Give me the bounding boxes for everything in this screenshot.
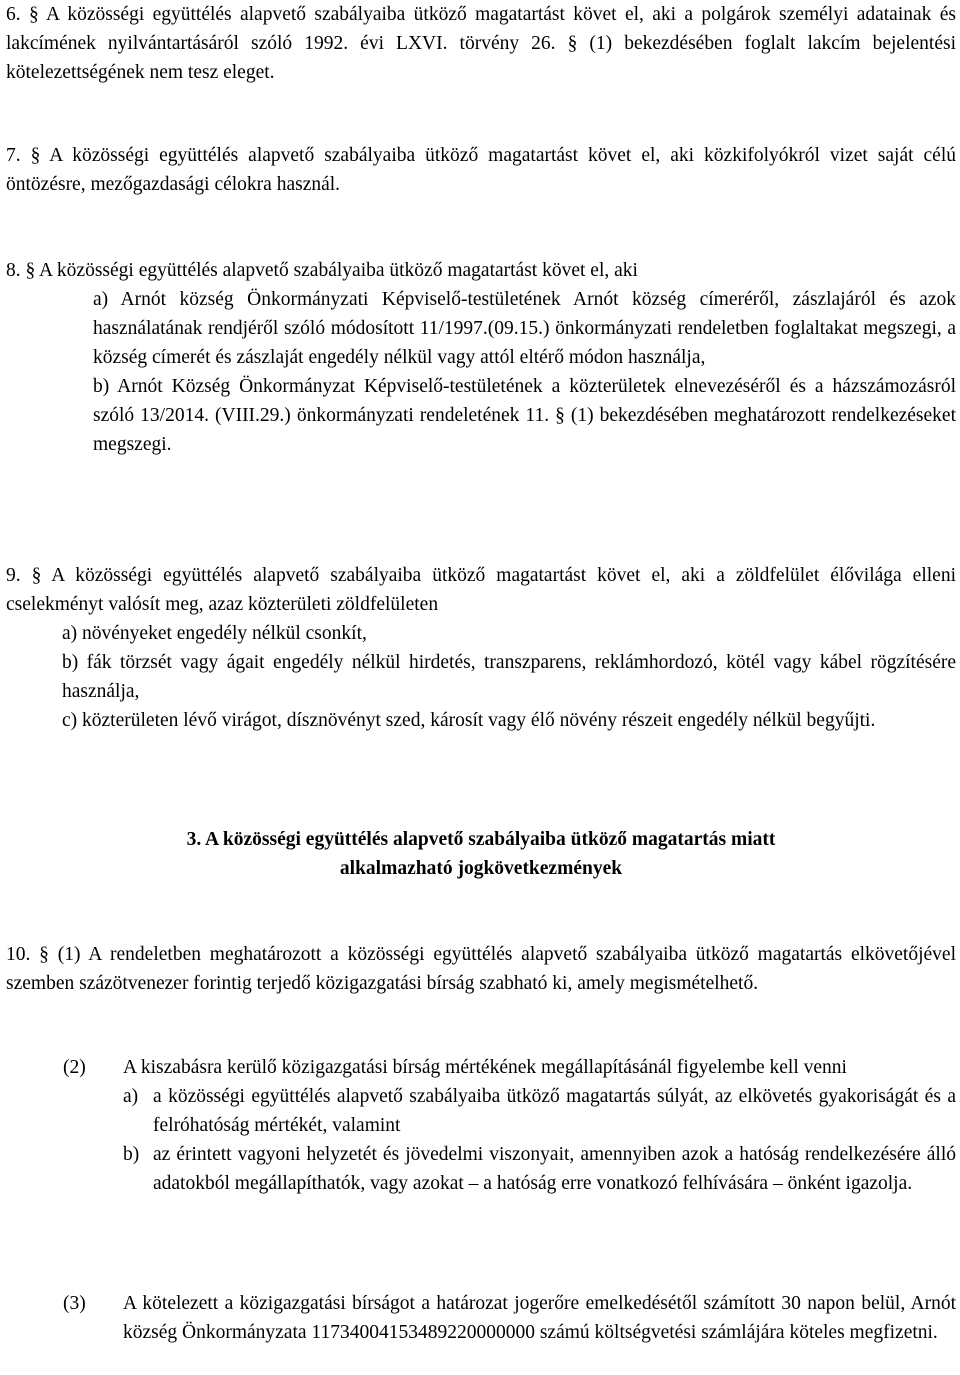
paragraph-10-2-body xyxy=(123,1053,956,1198)
paragraph-10-3-number: (3) xyxy=(63,1293,86,1314)
section-3-heading-line1: 3. A közösségi együttélés alapvető szabályaiba ütköző magatartás miatt xyxy=(186,829,776,850)
paragraph-10-2-number: (2) xyxy=(63,1057,86,1078)
paragraph-10-2-item-a-label: a) xyxy=(123,1086,139,1107)
paragraph-9-item-c: c) közterületen lévő virágot, dísznövényt szed, károsít vagy élő növény részeit engedély nélkül begyűjti. xyxy=(62,710,876,731)
paragraph-9-intro: 9. § A közösségi együttélés alapvető szabályaiba ütköző magatartást követ el, aki a zöldfelület élővilága elleni cselekményt valósít meg, azaz közterületi zöldfelületen xyxy=(6,565,956,615)
paragraph-10-2-item-a-text: a közösségi együttélés alapvető szabályaiba ütköző magatartás súlyát, az elkövetés gyakoriságát és a felróhatóság mértékét, valamint xyxy=(153,1086,956,1136)
paragraph-8 xyxy=(6,256,956,459)
paragraph-9-item-a: a) növényeket engedély nélkül csonkít, xyxy=(62,623,367,644)
section-3-heading xyxy=(6,825,956,883)
paragraph-6: 6. § A közösségi együttélés alapvető szabályaiba ütköző magatartást követ el, aki a polgárok személyi adatainak és lakcímének nyilvántartásáról szóló 1992. évi LXVI. törvény 26. § (1) bekezdésében foglalt lakcím bejelentési kötelezettségének nem tesz eleget. xyxy=(6,4,956,83)
paragraph-10-2-intro: A kiszabásra kerülő közigazgatási bírság mértékének megállapításánál figyelembe kell venni xyxy=(123,1057,847,1078)
paragraph-10-2-item-b-label: b) xyxy=(123,1144,140,1165)
paragraph-8-intro: 8. § A közösségi együttélés alapvető szabályaiba ütköző magatartást követ el, aki xyxy=(6,260,638,281)
paragraph-10-2 xyxy=(6,1053,956,1198)
paragraph-10-1: 10. § (1) A rendeletben meghatározott a közösségi együttélés alapvető szabályaiba ütköző magatartás elkövetőjével szemben százötvenezer forintig terjedő közigazgatási bírság szabható ki, amely megismételhető. xyxy=(6,944,956,994)
paragraph-9-item-b: b) fák törzsét vagy ágait engedély nélkül hirdetés, transzparens, reklámhordozó, kötél vagy kábel rögzítésére használja, xyxy=(62,652,956,702)
paragraph-10-2-item-a xyxy=(123,1082,956,1140)
paragraph-8-item-a: a) Arnót község Önkormányzati Képviselő-testületének Arnót község címeréről, zászlajáról és azok használatának rendjéről szóló módosított 11/1997.(09.15.) önkormányzati rendeletben foglaltakat megszegi, a község címerét és zászlaját engedély nélkül vagy attól eltérő módon használja, xyxy=(93,289,956,368)
section-3-heading-line2: alkalmazható jogkövetkezmények xyxy=(339,858,623,879)
paragraph-10-3-text: A kötelezett a közigazgatási bírságot a határozat jogerőre emelkedésétől számított 30 napon belül, Arnót község Önkormányzata 11734004153489220000000 számú költségvetési számlájára köteles megfizetni. xyxy=(123,1293,956,1343)
paragraph-10-2-item-b xyxy=(123,1140,956,1198)
paragraph-10-3 xyxy=(6,1289,956,1347)
paragraph-10-2-item-b-text: az érintett vagyoni helyzetét és jövedelmi viszonyait, amennyiben azok a hatóság rendelkezésére álló adatokból megállapíthatók, vagy azokat – a hatóság erre vonatkozó felhívására – önként igazolja. xyxy=(153,1144,956,1194)
paragraph-8-item-b: b) Arnót Község Önkormányzat Képviselő-testületének a közterületek elnevezéséről és a házszámozásról szóló 13/2014. (VIII.29.) önkormányzati rendeletének 11. § (1) bekezdésében meghatározott rendelkezéseket megszegi. xyxy=(93,376,956,455)
paragraph-9-item-b-wrap xyxy=(6,648,956,706)
paragraph-10-3-body xyxy=(123,1289,956,1347)
paragraph-7: 7. § A közösségi együttélés alapvető szabályaiba ütköző magatartást követ el, aki közkifolyókról vizet saját célú öntözésre, mezőgazdasági célokra használ. xyxy=(6,145,956,195)
paragraph-9 xyxy=(6,561,956,735)
